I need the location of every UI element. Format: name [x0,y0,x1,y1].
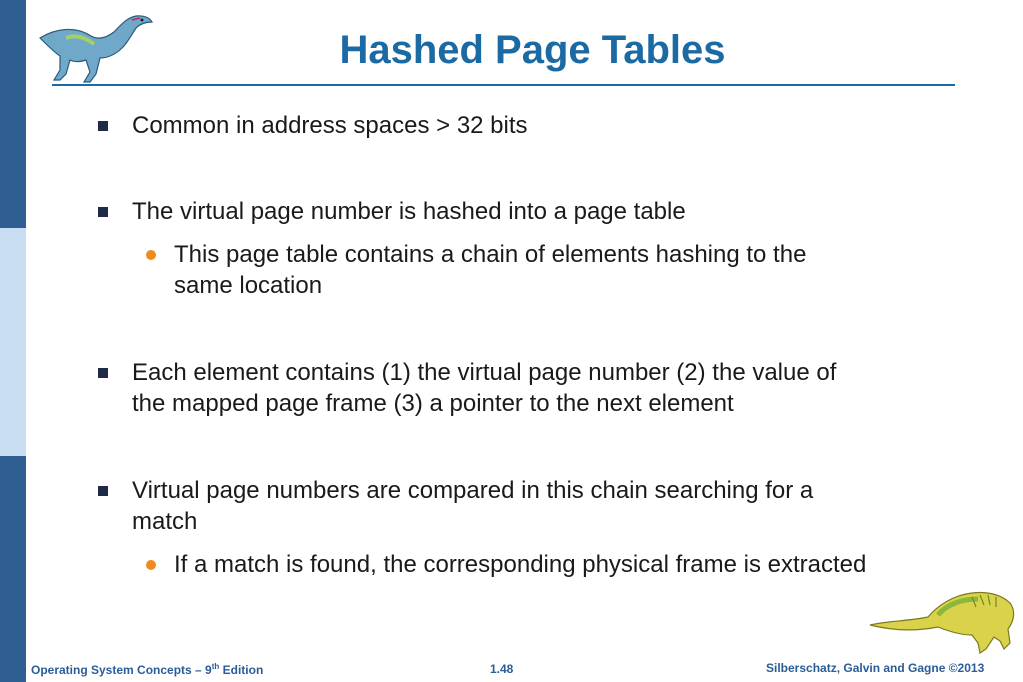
sub-bullet-2-text: If a match is found, the corresponding physical frame is extracted [174,551,867,578]
dot-bullet-icon [146,560,156,570]
square-bullet-icon [98,207,108,217]
footer-book-title [31,662,263,677]
footer-book-prefix: Operating System Concepts – 9 [31,663,212,677]
square-bullet-icon [98,368,108,378]
bullet-3-line-2: the mapped page frame (3) a pointer to the next element [132,390,734,417]
page-title [0,28,1023,73]
bullet-3-line-1: Each element contains (1) the virtual page number (2) the value of [132,359,837,386]
square-bullet-icon [98,486,108,496]
sidebar-light-segment [0,228,26,456]
footer-book-suffix: Edition [219,663,264,677]
dinosaur-bottom-right-icon [868,585,1018,657]
title-underline [52,84,955,86]
sub-bullet-1-line-1: This page table contains a chain of elements hashing to the [174,241,807,268]
dot-bullet-icon [146,250,156,260]
title-text: Hashed Page Tables [339,28,726,72]
footer-edition-sup: th [211,662,220,671]
footer-page-number: 1.48 [490,662,514,676]
square-bullet-icon [98,121,108,131]
bullet-2-text: The virtual page number is hashed into a page table [132,198,686,225]
bullet-4-line-1: Virtual page numbers are compared in this chain searching for a [132,477,814,504]
footer-authors: Silberschatz, Galvin and Gagne ©2013 [766,661,985,675]
bullet-1-text: Common in address spaces > 32 bits [132,112,528,139]
left-sidebar-band [0,0,26,682]
sub-bullet-1-line-2: same location [174,272,323,299]
bullet-4-line-2: match [132,508,198,535]
